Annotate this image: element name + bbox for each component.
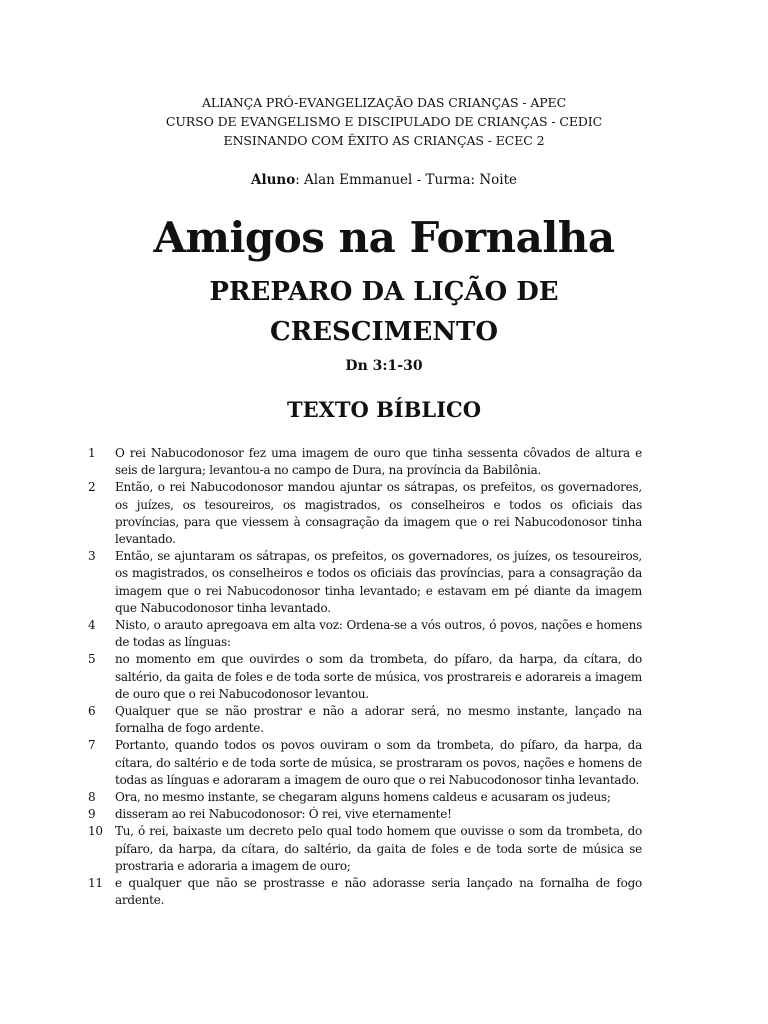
verse-text: Nisto, o arauto apregoava em alta voz: Ordena-se a vós outros, ó povos, nações e homens de todas as línguas: xyxy=(115,618,642,650)
scripture-reference: Dn 3:1-30 xyxy=(345,358,423,374)
verse-text: Então, se ajuntaram os sátrapas, os prefeitos, os governadores, os juízes, os tesoureiros, os magistrados, os conselheiros e todos os oficiais das províncias, para a consagração da imagem que o rei Nabucodonosor tinha levantado; e estavam em pé diante da imagem que Nabucodonosor tinha levantado. xyxy=(115,549,642,615)
verse-text: Ora, no mesmo instante, se chegaram alguns homens caldeus e acusaram os judeus; xyxy=(115,790,611,805)
verse-number: 11 xyxy=(88,876,103,891)
verse-number: 9 xyxy=(88,807,96,822)
student-value: : Alan Emmanuel - Turma: Noite xyxy=(295,172,518,188)
section-title: TEXTO BÍBLICO xyxy=(286,397,482,422)
verse-item xyxy=(88,737,642,789)
header-module: ENSINANDO COM ÊXITO AS CRIANÇAS - ECEC 2 xyxy=(223,133,545,148)
student-line xyxy=(0,172,768,188)
header-course: CURSO DE EVANGELISMO E DISCIPULADO DE CRIANÇAS - CEDIC xyxy=(165,114,603,129)
verse-item xyxy=(88,479,642,548)
verse-item xyxy=(88,789,642,806)
verse-item xyxy=(88,703,642,737)
verse-number: 2 xyxy=(88,480,96,495)
document-header xyxy=(0,93,768,150)
verse-number: 10 xyxy=(88,824,103,839)
subtitle-line-2: CRESCIMENTO xyxy=(269,317,499,347)
header-organization: ALIANÇA PRÓ-EVANGELIZAÇÃO DAS CRIANÇAS - APEC xyxy=(201,95,567,110)
verse-item xyxy=(88,823,642,875)
verse-text: Tu, ó rei, baixaste um decreto pelo qual todo homem que ouvisse o som da trombeta, do pífaro, da harpa, da cítara, do saltério, da gaita de foles e de toda sorte de música se prostraria e adoraria a imagem de ouro; xyxy=(115,824,642,873)
verse-text: disseram ao rei Nabucodonosor: Ó rei, vive eternamente! xyxy=(115,807,452,822)
verse-item xyxy=(88,651,642,703)
verse-number: 4 xyxy=(88,618,96,633)
verse-text: Portanto, quando todos os povos ouviram o som da trombeta, do pífaro, da harpa, da cítara, do saltério e de toda sorte de música, se prostraram os povos, nações e homens de todas as línguas e adoraram a imagem de ouro que o rei Nabucodonosor tinha levantado. xyxy=(115,738,642,787)
verse-text: O rei Nabucodonosor fez uma imagem de ouro que tinha sessenta côvados de altura e seis de largura; levantou-a no campo de Dura, na província da Babilônia. xyxy=(115,446,642,478)
verse-number: 7 xyxy=(88,738,96,753)
verse-number: 8 xyxy=(88,790,96,805)
verse-number: 5 xyxy=(88,652,96,667)
verse-item xyxy=(88,617,642,651)
verse-item xyxy=(88,806,642,823)
verse-item xyxy=(88,548,642,617)
verse-list xyxy=(88,445,642,909)
verse-text: e qualquer que não se prostrasse e não adorasse seria lançado na fornalha de fogo ardente. xyxy=(115,876,642,908)
verse-text: no momento em que ouvirdes o som da trombeta, do pífaro, da harpa, da cítara, do saltério, da gaita de foles e de toda sorte de música, vos prostrareis e adorareis a imagem de ouro que o rei Nabucodonosor levantou. xyxy=(115,652,642,701)
lesson-title: Amigos na Fornalha xyxy=(153,213,615,262)
verse-number: 3 xyxy=(88,549,96,564)
verse-text: Então, o rei Nabucodonosor mandou ajuntar os sátrapas, os prefeitos, os governadores, os juízes, os tesoureiros, os magistrados, os conselheiros e todos os oficiais das províncias, para que viessem à consagração da imagem que o rei Nabucodonosor tinha levantado. xyxy=(115,480,642,547)
verse-text: Qualquer que se não prostrar e não a adorar será, no mesmo instante, lançado na fornalha de fogo ardente. xyxy=(115,704,642,736)
lesson-subtitle xyxy=(0,272,768,352)
verse-item xyxy=(88,445,642,479)
subtitle-line-1: PREPARO DA LIÇÃO DE xyxy=(209,277,559,307)
verse-number: 6 xyxy=(88,704,96,719)
student-label: Aluno xyxy=(250,172,296,188)
verse-item xyxy=(88,875,642,909)
verse-number: 1 xyxy=(88,446,96,460)
